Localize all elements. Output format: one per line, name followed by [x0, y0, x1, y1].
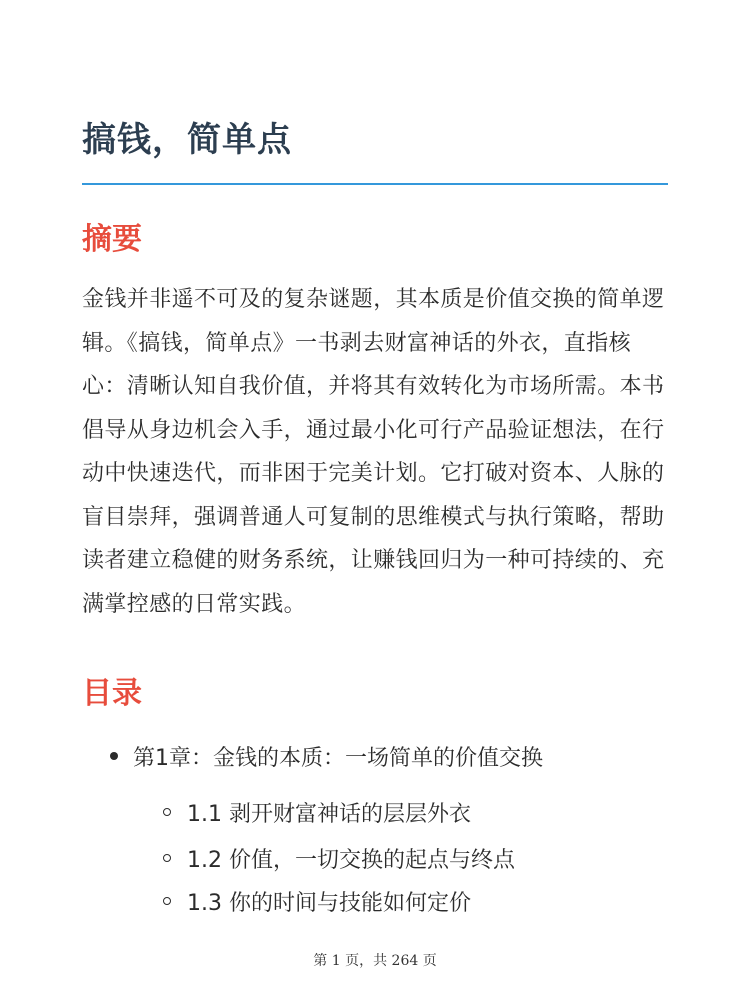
toc-chapter-item [110, 734, 543, 778]
bullet-circle-icon [163, 854, 171, 862]
toc-section-item [163, 879, 471, 923]
bullet-circle-icon [163, 897, 171, 905]
toc-chapter-label: 第1章：金钱的本质：一场简单的价值交换 [133, 745, 543, 771]
toc-section-label: 1.3 你的时间与技能如何定价 [187, 890, 471, 916]
abstract-heading: 摘要 [82, 222, 142, 257]
toc-heading: 目录 [82, 676, 142, 711]
bullet-circle-icon [163, 808, 171, 816]
toc-section-item [163, 836, 515, 880]
page-number-footer: 第 1 页，共 264 页 [313, 953, 437, 969]
bullet-disc-icon [110, 752, 118, 760]
toc-section-label: 1.1 剥开财富神话的层层外衣 [187, 801, 471, 827]
abstract-paragraph: 金钱并非遥不可及的复杂谜题，其本质是价值交换的简单逻辑。《搞钱，简单点》一书剥去财富神话的外衣，直指核心：清晰认知自我价值，并将其有效转化为市场所需。本书倡导从身边机会入手，通过最小化可行产品验证想法，在行动中快速迭代，而非困于完美计划。它打破对资本、人脉的盲目崇拜，强调普通人可复制的思维模式与执行策略，帮助读者建立稳健的财务系统，让赚钱回归为一种可持续的、充满掌控感的日常实践。 [82, 287, 665, 617]
toc-section-item [163, 790, 471, 834]
title-divider [82, 183, 668, 185]
document-title: 搞钱，简单点 [82, 120, 292, 160]
toc-section-label: 1.2 价值，一切交换的起点与终点 [187, 847, 515, 873]
